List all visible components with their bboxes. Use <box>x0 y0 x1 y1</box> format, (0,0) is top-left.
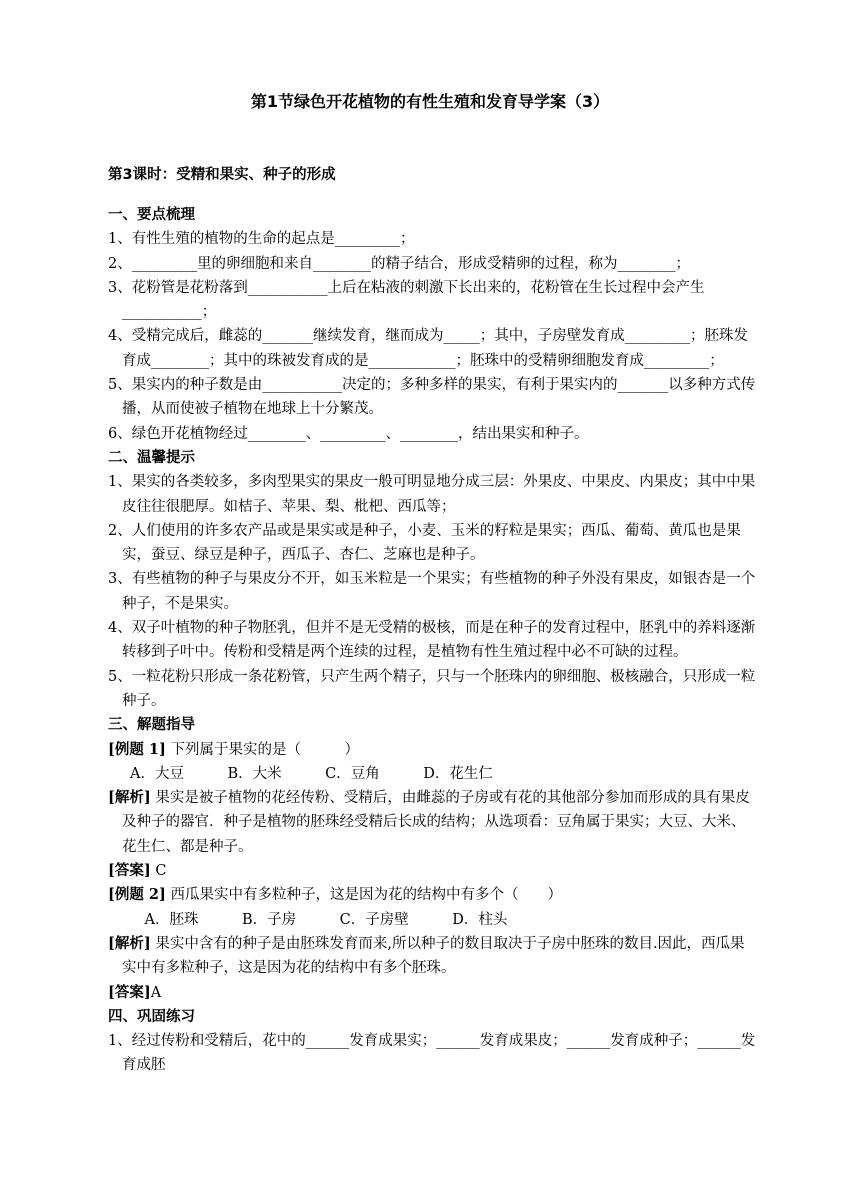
example-2-options: A．胚珠 B．子房 C．子房壁 D．柱头 <box>130 911 508 928</box>
answer-text: C <box>150 863 167 880</box>
key-point-1: 1、有性生殖的植物的生命的起点是_________； <box>108 231 415 248</box>
example-1-analysis <box>108 786 758 859</box>
example-1-answer <box>108 859 758 883</box>
example-text: 下列属于果实的是（ ） <box>165 741 359 758</box>
tip-1: 1、果实的各类较多，多肉型果实的果皮一般可明显地分成三层：外果皮、中果皮、内果皮；其中中果皮往往很肥厚。如桔子、苹果、梨、枇杷、西瓜等； <box>108 474 756 515</box>
lesson-subtitle: 第3课时：受精和果实、种子的形成 <box>108 167 336 183</box>
tip-2: 2、人们使用的许多农产品或是果实或是种子，小麦、玉米的籽粒是果实；西瓜、葡萄、黄瓜也是果实，蚕豆、绿豆是种子，西瓜子、杏仁、芝麻也是种子。 <box>108 522 741 564</box>
key-point-2: 2、_________里的卵细胞和来自________的精子结合，形成受精卵的过程，称为________； <box>108 255 690 272</box>
example-tag: [例题 2] <box>108 886 166 904</box>
key-point-5: 5、果实内的种子数是由___________决定的；多种多样的果实，有利于果实内的_______以多种方式传播，从而使被子植物在地球上十分繁茂。 <box>108 377 756 418</box>
key-point-4: 4、受精完成后，雌蕊的_______继续发育，继而成为_____；其中，子房壁发育成_________；胚珠发育成________；其中的珠被发育成的是____________；胚珠中的受精卵细胞发育成_________； <box>108 328 748 369</box>
key-point-3: 3、花粉管是花粉落到___________上后在粘液的刺激下长出来的，花粉管在生长过程中会产生___________； <box>108 279 705 321</box>
analysis-text: 果实是被子植物的花经传粉、受精后，由雌蕊的子房或有花的其他部分参加而形成的具有果皮及种子的器官．种子是植物的胚珠经受精后长成的结构；从选项看：豆角属于果实；大豆、大米、花生仁、都是种子。 <box>122 790 750 855</box>
example-tag: [例题 1] <box>108 740 166 758</box>
analysis-text: 果实中含有的种子是由胚珠发育而来,所以种子的数目取决于子房中胚珠的数目.因此，西瓜果实中有多粒种子，这是因为花的结构中有多个胚珠。 <box>122 935 745 977</box>
key-point-6: 6、绿色开花植物经过________、_________、________，结出果实和种子。 <box>108 425 589 442</box>
tip-3: 3、有些植物的种子与果皮分不开，如玉米粒是一个果实；有些植物的种子外没有果皮，如银杏是一个种子，不是果实。 <box>108 571 756 612</box>
example-1-options: A．大豆 B．大米 C．豆角 D．花生仁 <box>130 765 493 782</box>
document-body <box>108 203 758 1078</box>
analysis-tag: [解析] <box>108 934 151 952</box>
answer-tag: [答案] <box>108 983 151 1001</box>
tip-4: 4、双子叶植物的种子物胚乳，但并不是无受精的极核，而是在种子的发育过程中，胚乳中的养料逐渐转移到子叶中。传粉和受精是两个连续的过程，是植物有性生殖过程中必不可缺的过程。 <box>108 620 756 661</box>
example-1-question <box>108 738 758 762</box>
section-heading-practice: 四、巩固练习 <box>108 1008 195 1025</box>
example-2-answer <box>108 981 758 1005</box>
practice-1: 1、经过传粉和受精后，花中的______发育成果实；______发育成果皮；______发育成种子；______发育成胚 <box>108 1033 756 1074</box>
example-2-analysis <box>108 932 758 981</box>
answer-tag: [答案] <box>108 862 151 880</box>
example-2-question <box>108 883 758 907</box>
analysis-tag: [解析] <box>108 789 151 807</box>
section-heading-key-points: 一、要点梳理 <box>108 207 195 223</box>
answer-text: A <box>150 984 162 1001</box>
page-title: 第1节绿色开花植物的有性生殖和发育导学案（3） <box>250 92 610 111</box>
tip-5: 5、一粒花粉只形成一条花粉管，只产生两个精子，只与一个胚珠内的卵细胞、极核融合，只形成一粒种子。 <box>108 668 756 709</box>
section-heading-guidance: 三、解题指导 <box>108 717 195 734</box>
section-heading-tips: 二、温馨提示 <box>108 449 195 466</box>
example-text: 西瓜果实中有多粒种子，这是因为花的结构中有多个（ ） <box>165 887 562 904</box>
